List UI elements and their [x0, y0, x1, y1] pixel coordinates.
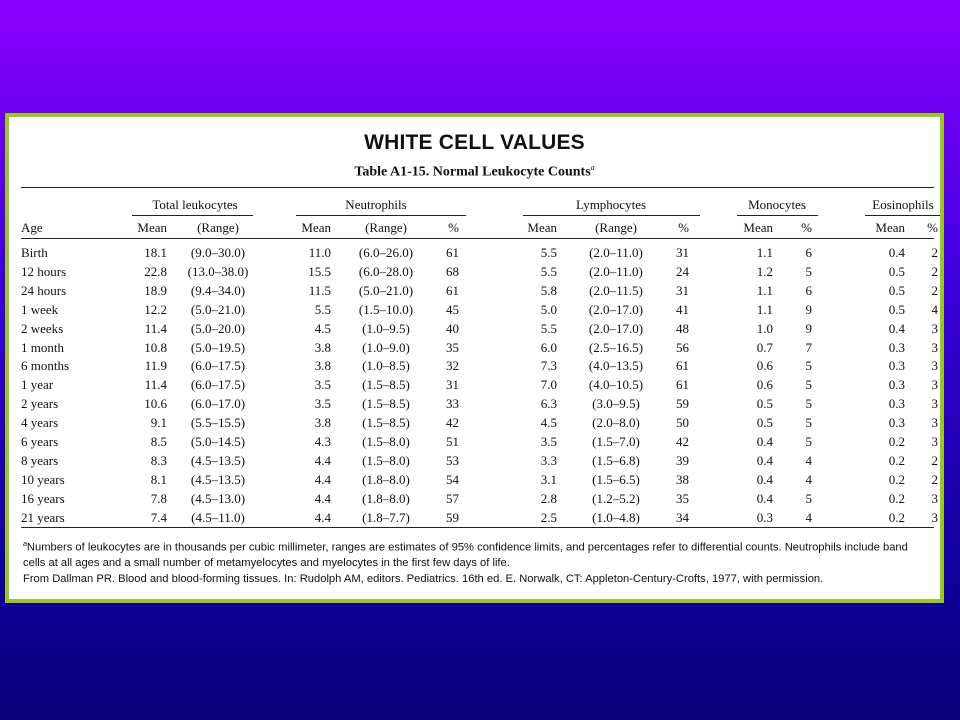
cell-neut-mean: 4.5	[314, 320, 331, 336]
cell-eos-mean: 0.5	[888, 301, 905, 317]
cell-eos-pct: 2	[931, 452, 938, 468]
cell-neut-pct: 54	[446, 471, 459, 487]
cell-lymph-range: (1.2–5.2)	[592, 490, 640, 506]
cell-total-mean: 22.8	[144, 263, 167, 279]
cell-eos-pct: 3	[931, 509, 938, 525]
cell-lymph-mean: 5.5	[540, 320, 557, 336]
cell-eos-mean: 0.2	[888, 452, 905, 468]
group-monocytes: Monocytes	[748, 197, 806, 212]
footnote	[23, 537, 930, 571]
cell-lymph-mean: 2.5	[540, 509, 557, 525]
footnote-mark: a	[23, 541, 27, 548]
cell-neut-mean: 4.4	[314, 490, 331, 506]
cell-eos-mean: 0.3	[888, 358, 905, 374]
cell-mono-mean: 1.0	[756, 320, 773, 336]
cell-neut-pct: 61	[446, 282, 459, 298]
cell-total-range: (4.5–11.0)	[191, 509, 245, 525]
col-neut-range: (Range)	[365, 220, 407, 235]
cell-total-range: (5.0–21.0)	[190, 301, 246, 317]
group-rule-eosinophils	[865, 215, 940, 216]
group-rule-neutrophils	[296, 215, 466, 216]
cell-neut-pct: 51	[446, 434, 459, 449]
cell-total-mean: 9.1	[150, 415, 167, 431]
cell-lymph-mean: 4.5	[540, 415, 557, 431]
cell-mono-pct: 4	[805, 452, 812, 468]
cell-total-range: (6.0–17.0)	[190, 396, 246, 412]
cell-neut-range: (1.8–8.0)	[362, 471, 410, 487]
cell-neut-mean: 11.0	[308, 245, 331, 260]
cell-eos-pct: 4	[931, 301, 938, 317]
cell-total-mean: 11.4	[144, 320, 167, 336]
cell-eos-mean: 0.4	[888, 320, 905, 336]
cell-total-range: (5.0–19.5)	[190, 339, 246, 355]
cell-eos-pct: 2	[931, 282, 938, 298]
cell-eos-mean: 0.2	[888, 509, 905, 525]
cell-neut-range: (5.0–21.0)	[358, 282, 414, 298]
col-eos-pct: %	[927, 220, 938, 235]
cell-age: Birth	[21, 245, 48, 260]
cell-mono-pct: 5	[805, 434, 812, 449]
cell-eos-mean: 0.3	[888, 339, 905, 355]
cell-lymph-mean: 7.3	[540, 358, 557, 374]
cell-lymph-pct: 31	[676, 282, 689, 298]
cell-age: 6 months	[21, 358, 70, 374]
cell-total-range: (5.5–15.5)	[190, 415, 246, 431]
header-bottom-rule	[21, 238, 934, 239]
col-age: Age	[21, 220, 43, 235]
cell-lymph-pct: 38	[676, 471, 689, 487]
cell-neut-range: (6.0–26.0)	[358, 245, 414, 260]
cell-lymph-pct: 34	[676, 509, 689, 525]
cell-neut-pct: 33	[446, 396, 459, 412]
cell-mono-mean: 0.4	[756, 452, 773, 468]
cell-lymph-range: (2.0–11.0)	[589, 245, 643, 260]
table-bottom-rule	[21, 527, 934, 528]
col-lymph-pct: %	[678, 220, 689, 235]
cell-lymph-range: (4.0–10.5)	[588, 377, 644, 393]
cell-lymph-mean: 3.5	[540, 434, 557, 449]
cell-lymph-mean: 6.0	[540, 339, 557, 355]
cell-total-range: (9.0–30.0)	[190, 245, 246, 260]
table-title-footnote-mark: a	[590, 163, 595, 172]
cell-lymph-range: (1.5–6.8)	[592, 452, 640, 468]
cell-neut-mean: 3.8	[314, 339, 331, 355]
cell-eos-pct: 3	[931, 339, 938, 355]
cell-lymph-range: (2.5–16.5)	[588, 339, 644, 355]
cell-neut-mean: 4.4	[314, 509, 331, 525]
cell-lymph-pct: 56	[676, 339, 689, 355]
cell-neut-mean: 3.5	[314, 377, 331, 393]
cell-lymph-range: (2.0–17.0)	[588, 320, 644, 336]
col-total-mean: Mean	[137, 220, 167, 235]
cell-neut-pct: 32	[446, 358, 459, 374]
cell-neut-mean: 3.5	[314, 396, 331, 412]
col-neut-pct: %	[448, 220, 459, 235]
slide-title: WHITE CELL VALUES	[364, 131, 585, 154]
cell-mono-mean: 0.5	[756, 415, 773, 431]
cell-total-mean: 10.6	[144, 396, 167, 412]
cell-total-range: (6.0–17.5)	[190, 358, 246, 374]
cell-lymph-mean: 3.3	[540, 452, 557, 468]
cell-lymph-pct: 31	[676, 245, 689, 260]
cell-total-mean: 7.8	[150, 490, 167, 506]
cell-total-mean: 12.2	[144, 301, 167, 317]
cell-age: 8 years	[21, 452, 59, 468]
cell-eos-mean: 0.2	[888, 471, 905, 487]
cell-mono-pct: 6	[805, 245, 812, 260]
cell-neut-pct: 68	[446, 263, 459, 279]
cell-total-mean: 7.4	[150, 509, 167, 525]
cell-lymph-pct: 35	[676, 490, 689, 506]
cell-total-range: (5.0–14.5)	[190, 434, 246, 449]
cell-neut-pct: 45	[446, 301, 459, 317]
cell-age: 10 years	[21, 471, 65, 487]
cell-neut-pct: 61	[446, 245, 459, 260]
cell-mono-pct: 9	[805, 320, 812, 336]
cell-neut-mean: 15.5	[308, 263, 331, 279]
cell-mono-pct: 5	[805, 377, 812, 393]
cell-lymph-range: (1.5–7.0)	[592, 434, 640, 449]
cell-neut-range: (1.8–7.7)	[362, 509, 410, 525]
cell-eos-mean: 0.5	[888, 282, 905, 298]
cell-lymph-mean: 5.5	[540, 245, 557, 260]
cell-mono-pct: 5	[805, 396, 812, 412]
cell-mono-mean: 0.4	[756, 434, 773, 449]
cell-eos-mean: 0.2	[888, 490, 905, 506]
cell-lymph-mean: 2.8	[540, 490, 557, 506]
cell-lymph-mean: 7.0	[540, 377, 557, 393]
cell-neut-mean: 5.5	[314, 301, 331, 317]
cell-neut-pct: 31	[446, 377, 459, 393]
cell-lymph-pct: 59	[676, 396, 689, 412]
cell-mono-mean: 0.3	[756, 509, 773, 525]
cell-mono-mean: 0.6	[756, 358, 773, 374]
cell-total-range: (5.0–20.0)	[190, 320, 246, 336]
cell-neut-pct: 42	[446, 415, 459, 431]
cell-neut-pct: 35	[446, 339, 459, 355]
cell-mono-mean: 1.2	[756, 263, 773, 279]
cell-mono-pct: 7	[805, 339, 812, 355]
table-title	[9, 163, 940, 181]
cell-total-range: (9.4–34.0)	[190, 282, 246, 298]
cell-age: 16 years	[21, 490, 65, 506]
table-title-text: Table A1-15. Normal Leukocyte Counts	[354, 164, 591, 180]
cell-lymph-range: (3.0–9.5)	[592, 396, 640, 412]
cell-mono-pct: 6	[805, 282, 812, 298]
cell-neut-pct: 57	[446, 490, 459, 506]
cell-total-range: (13.0–38.0)	[187, 263, 249, 279]
cell-eos-pct: 3	[931, 490, 938, 506]
cell-neut-range: (1.5–8.5)	[362, 415, 410, 431]
cell-total-mean: 18.1	[144, 245, 167, 260]
cell-age: 12 hours	[21, 263, 67, 279]
cell-neut-range: (1.0–8.5)	[362, 358, 410, 374]
cell-mono-mean: 0.4	[756, 471, 773, 487]
cell-mono-mean: 1.1	[756, 301, 773, 317]
cell-neut-mean: 3.8	[314, 358, 331, 374]
source-citation: From Dallman PR. Blood and blood-forming tissues. In: Rudolph AM, editors. Pediatrics. 16th ed. E. Norwalk, CT: Appleton-Century-Crofts, 1977, with permission.	[23, 572, 824, 585]
cell-lymph-range: (1.5–6.5)	[592, 471, 640, 487]
cell-neut-mean: 11.5	[308, 282, 331, 298]
cell-neut-range: (1.5–8.5)	[362, 396, 410, 412]
cell-age: 2 years	[21, 396, 59, 412]
cell-neut-pct: 40	[446, 320, 459, 336]
cell-neut-range: (1.5–8.5)	[362, 377, 410, 393]
cell-mono-pct: 4	[805, 471, 812, 487]
cell-eos-mean: 0.3	[888, 415, 905, 431]
cell-total-range: (4.5–13.0)	[190, 490, 246, 506]
cell-lymph-range: (2.0–17.0)	[588, 301, 644, 317]
cell-lymph-pct: 42	[676, 434, 689, 449]
cell-eos-pct: 3	[931, 320, 938, 336]
col-neut-mean: Mean	[301, 220, 331, 235]
cell-mono-pct: 5	[805, 415, 812, 431]
cell-total-mean: 10.8	[144, 339, 167, 355]
col-lymph-range: (Range)	[595, 220, 637, 235]
cell-eos-mean: 0.5	[888, 263, 905, 279]
cell-total-mean: 8.5	[150, 434, 167, 449]
cell-mono-pct: 9	[805, 301, 812, 317]
cell-mono-pct: 5	[805, 490, 812, 506]
col-mono-mean: Mean	[743, 220, 773, 235]
cell-mono-mean: 0.4	[756, 490, 773, 506]
cell-neut-range: (1.0–9.0)	[362, 339, 410, 355]
col-eos-mean: Mean	[875, 220, 905, 235]
cell-neut-range: (1.5–8.0)	[362, 452, 410, 468]
footnote-block	[23, 537, 930, 587]
cell-lymph-pct: 61	[676, 358, 689, 374]
cell-lymph-mean: 3.1	[540, 471, 557, 487]
cell-eos-mean: 0.3	[888, 377, 905, 393]
cell-eos-pct: 3	[931, 396, 938, 412]
group-total-leukocytes: Total leukocytes	[152, 197, 238, 212]
cell-lymph-range: (2.0–11.5)	[589, 282, 643, 298]
cell-neut-mean: 4.4	[314, 452, 331, 468]
cell-lymph-pct: 41	[676, 301, 689, 317]
cell-mono-pct: 5	[805, 358, 812, 374]
cell-neut-mean: 3.8	[314, 415, 331, 431]
cell-mono-pct: 5	[805, 263, 812, 279]
cell-mono-pct: 4	[805, 509, 812, 525]
cell-lymph-mean: 6.3	[540, 396, 557, 412]
cell-total-mean: 11.4	[144, 377, 167, 393]
cell-eos-pct: 3	[931, 415, 938, 431]
cell-neut-range: (1.0–9.5)	[362, 320, 410, 336]
footnote-text: Numbers of leukocytes are in thousands per cubic millimeter, ranges are estimates of 95% confidence limits, and percentages refer to differential counts. Neutrophils include band cells at all ages and a small number of metamyelocytes and myelocytes in the first few days of life.	[23, 541, 908, 569]
cell-age: 4 years	[21, 415, 59, 431]
cell-age: 6 years	[21, 434, 59, 449]
cell-total-mean: 8.1	[150, 471, 167, 487]
cell-lymph-mean: 5.8	[540, 282, 557, 298]
group-lymphocytes: Lymphocytes	[575, 197, 647, 212]
cell-lymph-pct: 48	[676, 320, 689, 336]
group-rule-total	[132, 215, 253, 216]
cell-age: 2 weeks	[21, 320, 64, 336]
cell-lymph-pct: 50	[676, 415, 689, 431]
cell-eos-pct: 3	[931, 434, 938, 449]
cell-total-range: (4.5–13.5)	[190, 471, 246, 487]
group-rule-lymphocytes	[523, 215, 700, 216]
cell-eos-pct: 2	[931, 263, 938, 279]
group-rule-monocytes	[737, 215, 818, 216]
cell-eos-pct: 2	[931, 245, 938, 260]
cell-total-range: (4.5–13.5)	[190, 452, 246, 468]
cell-age: 21 years	[21, 509, 65, 525]
cell-age: 24 hours	[21, 282, 67, 298]
cell-age: 1 month	[21, 339, 64, 355]
cell-lymph-range: (2.0–8.0)	[592, 415, 640, 431]
table-top-rule	[21, 187, 934, 188]
cell-eos-pct: 3	[931, 358, 938, 374]
cell-mono-mean: 1.1	[756, 245, 773, 260]
cell-neut-mean: 4.3	[314, 434, 331, 449]
col-total-range: (Range)	[197, 220, 239, 235]
cell-neut-range: (1.8–8.0)	[362, 490, 410, 506]
cell-lymph-pct: 39	[676, 452, 689, 468]
col-mono-pct: %	[801, 220, 812, 235]
cell-age: 1 week	[21, 301, 59, 317]
cell-eos-pct: 3	[931, 377, 938, 393]
cell-mono-mean: 0.5	[756, 396, 773, 412]
cell-lymph-mean: 5.5	[540, 263, 557, 279]
cell-age: 1 year	[21, 377, 54, 393]
cell-neut-pct: 53	[446, 452, 459, 468]
group-eosinophils: Eosinophils	[872, 197, 934, 212]
col-lymph-mean: Mean	[527, 220, 557, 235]
cell-eos-pct: 2	[931, 471, 938, 487]
cell-lymph-range: (2.0–11.0)	[589, 263, 643, 279]
cell-lymph-pct: 61	[676, 377, 689, 393]
cell-neut-range: (1.5–8.0)	[362, 434, 410, 449]
cell-total-mean: 18.9	[144, 282, 167, 298]
cell-eos-mean: 0.2	[888, 434, 905, 449]
cell-total-mean: 8.3	[150, 452, 167, 468]
cell-lymph-range: (1.0–4.8)	[592, 509, 640, 525]
group-neutrophils: Neutrophils	[345, 197, 407, 212]
cell-neut-range: (1.5–10.0)	[358, 301, 414, 317]
cell-neut-mean: 4.4	[314, 471, 331, 487]
cell-eos-mean: 0.4	[888, 245, 905, 260]
cell-total-range: (6.0–17.5)	[190, 377, 246, 393]
cell-total-mean: 11.9	[144, 358, 167, 374]
cell-lymph-range: (4.0–13.5)	[588, 358, 644, 374]
cell-neut-range: (6.0–28.0)	[358, 263, 414, 279]
cell-mono-mean: 0.7	[756, 339, 773, 355]
cell-lymph-mean: 5.0	[540, 301, 557, 317]
cell-eos-mean: 0.3	[888, 396, 905, 412]
table-frame	[5, 113, 944, 603]
cell-mono-mean: 1.1	[756, 282, 773, 298]
cell-mono-mean: 0.6	[756, 377, 773, 393]
cell-lymph-pct: 24	[676, 263, 689, 279]
cell-neut-pct: 59	[446, 509, 459, 525]
